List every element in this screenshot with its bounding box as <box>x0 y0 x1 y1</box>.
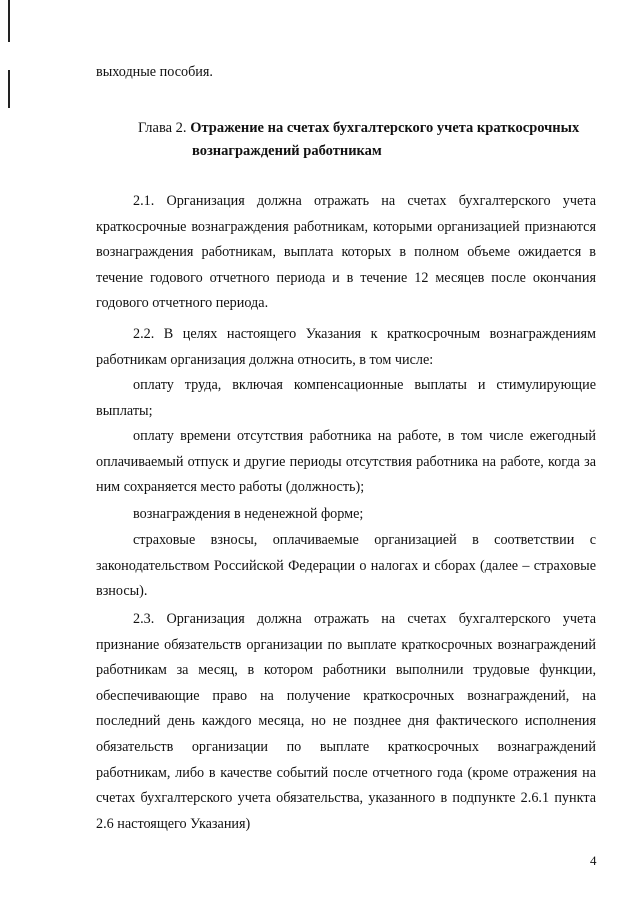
chapter-title-wrap <box>192 141 382 161</box>
chapter-title-line2: вознаграждений работникам <box>192 143 382 159</box>
list-item-wages: оплату труда, включая компенсационные выплаты и стимулирующие выплаты; <box>96 377 596 419</box>
chapter-label: Глава 2. <box>138 120 187 136</box>
list-item-insurance: страховые взносы, оплачиваемые организацией в соответствии с законодательством Российской Федерации о налогах и сборах (далее – страховые взносы). <box>96 532 596 600</box>
page-number: 4 <box>590 853 597 868</box>
scan-edge-mark <box>8 0 10 42</box>
list-item-nonmonetary: вознаграждения в неденежной форме; <box>133 506 364 522</box>
paragraph-2-1: 2.1. Организация должна отражать на счетах бухгалтерского учета краткосрочные вознаграждения работникам, которыми организацией признаются вознаграждения работникам, выплата которых в полном объеме ожидается в течение годового отчетного периода и в течение 12 месяцев после окончания годового отчетного периода. <box>96 193 596 312</box>
chapter-title-line1: Отражение на счетах бухгалтерского учета краткосрочных <box>190 120 580 136</box>
paragraph-2-3: 2.3. Организация должна отражать на счетах бухгалтерского учета признание обязательств организации по выплате краткосрочных вознаграждений работникам за месяц, в котором работники выполнили трудовые функции, обеспечивающие право на получение краткосрочных вознаграждений, на последний день каждого месяца, но не позднее дня фактического исполнения обязательств организации по выплате краткосрочных вознаграждений работникам, либо в качестве событий после отчетного года (кроме отражения на счетах бухгалтерского учета обязательства, указанного в подпункте 2.6.1 пункта 2.6 настоящего Указания) <box>96 611 596 832</box>
paragraph-2-2: 2.2. В целях настоящего Указания к краткосрочным вознаграждениям работникам организация должна относить, в том числе: <box>96 326 596 368</box>
scan-edge-mark <box>8 70 10 108</box>
intro-tail-text: выходные пособия. <box>96 64 213 80</box>
list-item-absence-pay: оплату времени отсутствия работника на работе, в том числе ежегодный оплачиваемый отпуск и другие периоды отсутствия работника на работе, когда за ним сохраняется место работы (должность); <box>96 428 596 496</box>
chapter-heading <box>138 118 579 138</box>
